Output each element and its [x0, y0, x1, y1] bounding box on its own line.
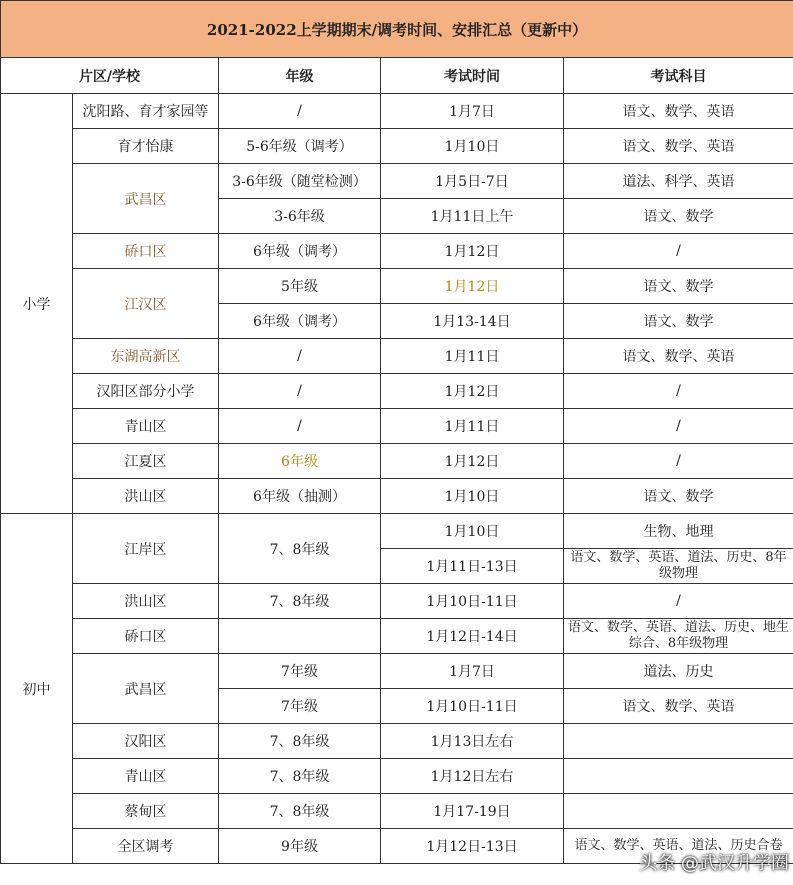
table-row — [1, 374, 793, 409]
time-cell: 1月12日左右 — [381, 759, 564, 794]
time-cell: 1月13日左右 — [381, 724, 564, 759]
time-cell: 1月12日 — [381, 374, 564, 409]
table-row — [1, 234, 793, 269]
grade-cell: 7、8年级 — [219, 584, 381, 619]
time-cell: 1月10日-11日 — [381, 584, 564, 619]
watermark: 头条 @武汉升学圈 — [639, 853, 789, 874]
subjects-cell: 语文、数学、英语 — [564, 339, 793, 374]
table-row — [1, 619, 793, 654]
time-cell: 1月10日 — [381, 514, 564, 549]
grade-cell: 7、8年级 — [219, 794, 381, 829]
school-cell: 汉阳区 — [73, 724, 219, 759]
time-cell: 1月13-14日 — [381, 304, 564, 339]
subjects-cell: / — [564, 374, 793, 409]
grade-cell: 6年级（调考） — [219, 304, 381, 339]
school-cell: 武昌区 — [73, 164, 219, 234]
subjects-cell: 语文、数学 — [564, 304, 793, 339]
grade-cell: 5-6年级（调考） — [219, 129, 381, 164]
header-time: 考试时间 — [381, 58, 564, 94]
subjects-cell — [564, 759, 793, 794]
grade-cell: 7、8年级 — [219, 724, 381, 759]
table-row — [1, 794, 793, 829]
time-cell: 1月10日 — [381, 479, 564, 514]
table-row — [1, 514, 793, 549]
time-cell: 1月11日上午 — [381, 199, 564, 234]
subjects-cell: 道法、科学、英语 — [564, 164, 793, 199]
table-row — [1, 164, 793, 199]
school-cell: 洪山区 — [73, 584, 219, 619]
grade-cell: 6年级（调考） — [219, 234, 381, 269]
grade-cell: 7年级 — [219, 654, 381, 689]
time-cell: 1月7日 — [381, 654, 564, 689]
school-cell: 沈阳路、育才家园等 — [73, 94, 219, 129]
school-cell: 青山区 — [73, 759, 219, 794]
table-row — [1, 584, 793, 619]
school-cell: 武昌区 — [73, 654, 219, 724]
subjects-cell: 语文、数学、英语 — [564, 94, 793, 129]
subjects-cell: 语文、数学 — [564, 199, 793, 234]
subjects-cell: 道法、历史 — [564, 654, 793, 689]
subjects-cell: / — [564, 409, 793, 444]
time-cell: 1月10日-11日 — [381, 689, 564, 724]
time-cell: 1月11日 — [381, 409, 564, 444]
time-cell: 1月12日 — [381, 234, 564, 269]
school-cell: 东湖高新区 — [73, 339, 219, 374]
time-cell: 1月12日-14日 — [381, 619, 564, 654]
grade-cell: 7、8年级 — [219, 514, 381, 584]
header-school: 片区/学校 — [1, 58, 219, 94]
school-cell: 全区调考 — [73, 829, 219, 864]
grade-cell: 3-6年级（随堂检测） — [219, 164, 381, 199]
grade-cell — [219, 619, 381, 654]
table-row — [1, 759, 793, 794]
time-cell: 1月5日-7日 — [381, 164, 564, 199]
grade-cell: / — [219, 94, 381, 129]
subjects-cell: 语文、数学、英语 — [564, 689, 793, 724]
header-grade: 年级 — [219, 58, 381, 94]
header-subjects: 考试科目 — [564, 58, 793, 94]
table-row — [1, 444, 793, 479]
school-cell: 江汉区 — [73, 269, 219, 339]
time-cell: 1月12日 — [381, 269, 564, 304]
table-row — [1, 654, 793, 689]
table-row — [1, 94, 793, 129]
time-cell: 1月10日 — [381, 129, 564, 164]
grade-cell: 7年级 — [219, 689, 381, 724]
subjects-cell: 语文、数学、英语 — [564, 129, 793, 164]
subjects-cell — [564, 794, 793, 829]
school-cell: 硚口区 — [73, 234, 219, 269]
time-cell: 1月17-19日 — [381, 794, 564, 829]
school-cell: 育才怡康 — [73, 129, 219, 164]
school-cell: 青山区 — [73, 409, 219, 444]
grade-cell: 6年级 — [219, 444, 381, 479]
table-row — [1, 724, 793, 759]
grade-cell: 6年级（抽测） — [219, 479, 381, 514]
table-row — [1, 269, 793, 304]
time-cell: 1月11日-13日 — [381, 549, 564, 584]
school-cell: 江岸区 — [73, 514, 219, 584]
grade-cell: / — [219, 409, 381, 444]
subjects-cell: / — [564, 584, 793, 619]
school-cell: 硚口区 — [73, 619, 219, 654]
table-row — [1, 409, 793, 444]
school-cell: 洪山区 — [73, 479, 219, 514]
grade-cell: / — [219, 339, 381, 374]
grade-cell: 3-6年级 — [219, 199, 381, 234]
subjects-cell: / — [564, 234, 793, 269]
grade-cell: 7、8年级 — [219, 759, 381, 794]
subjects-cell: 生物、地理 — [564, 514, 793, 549]
group-middle: 初中 — [1, 514, 73, 864]
time-cell: 1月12日 — [381, 444, 564, 479]
table-row — [1, 479, 793, 514]
school-cell: 蔡甸区 — [73, 794, 219, 829]
subjects-cell: / — [564, 444, 793, 479]
school-cell: 汉阳区部分小学 — [73, 374, 219, 409]
grade-cell: / — [219, 374, 381, 409]
time-cell: 1月11日 — [381, 339, 564, 374]
school-cell: 江夏区 — [73, 444, 219, 479]
subjects-cell: 语文、数学、英语、道法、历史合卷 — [564, 829, 793, 864]
group-primary: 小学 — [1, 94, 73, 514]
time-cell: 1月12日-13日 — [381, 829, 564, 864]
subjects-cell: 语文、数学、英语、道法、历史、8年级物理 — [564, 549, 793, 584]
grade-cell: 5年级 — [219, 269, 381, 304]
grade-cell: 9年级 — [219, 829, 381, 864]
time-cell: 1月7日 — [381, 94, 564, 129]
table-row — [1, 339, 793, 374]
subjects-cell: 语文、数学 — [564, 479, 793, 514]
subjects-cell: 语文、数学、英语、道法、历史、地生综合、8年级物理 — [564, 619, 793, 654]
table-row — [1, 129, 793, 164]
subjects-cell: 语文、数学 — [564, 269, 793, 304]
table-title: 2021-2022上学期期末/调考时间、安排汇总（更新中） — [1, 1, 793, 58]
subjects-cell — [564, 724, 793, 759]
